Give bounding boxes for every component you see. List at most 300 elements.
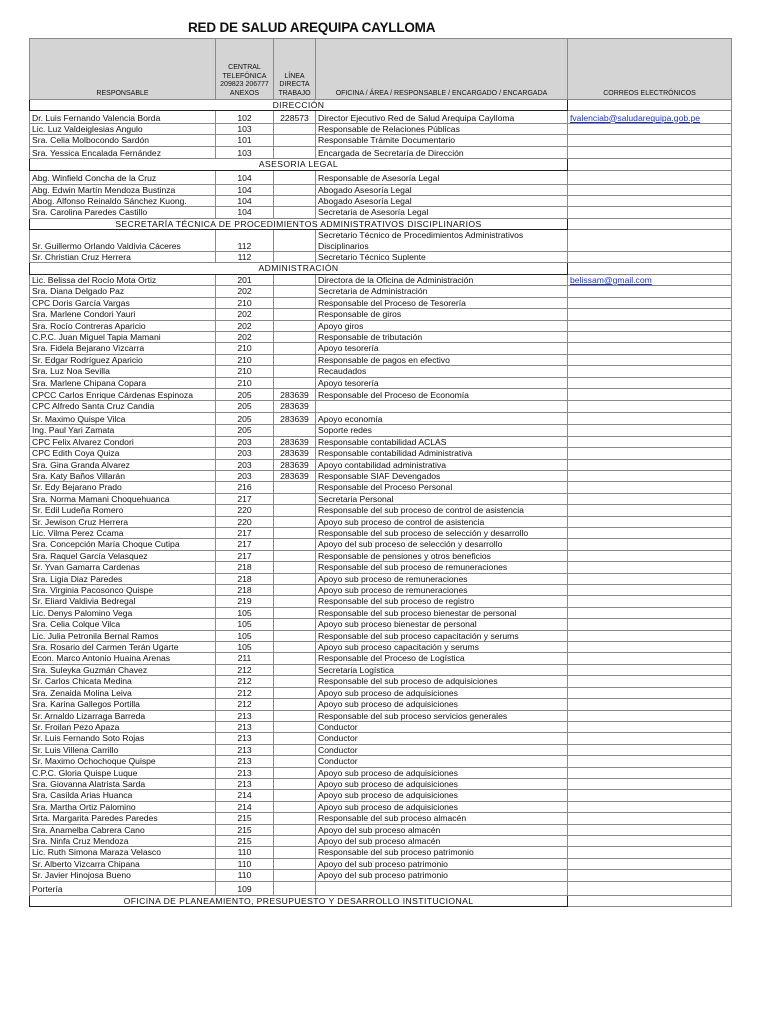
directory-table <box>29 38 732 907</box>
anexo-cell: 212 <box>216 676 274 687</box>
anexo-cell: 205 <box>216 412 274 425</box>
table-row <box>30 653 732 664</box>
table-row <box>30 184 732 195</box>
table-row <box>30 123 732 134</box>
section-email-cell <box>568 895 732 906</box>
anexo-cell: 205 <box>216 401 274 412</box>
table-row <box>30 596 732 607</box>
anexo-cell: 213 <box>216 756 274 767</box>
linea-directa-cell <box>274 824 316 835</box>
anexo-cell: 210 <box>216 354 274 365</box>
linea-directa-cell <box>274 184 316 195</box>
linea-directa-cell <box>274 505 316 516</box>
table-row <box>30 252 732 263</box>
table-row <box>30 585 732 596</box>
section-row <box>30 159 732 170</box>
linea-directa-cell <box>274 366 316 377</box>
cargo-cell: Secretario Técnico Suplente <box>316 252 568 263</box>
linea-directa-cell <box>274 539 316 550</box>
cargo-cell: Responsable del sub proceso de selección y desarrollo <box>316 528 568 539</box>
responsable-cell: CPC Alfredo Santa Cruz Candia <box>30 401 216 412</box>
responsable-cell: Sr. Edy Bejarano Prado <box>30 482 216 493</box>
table-row <box>30 320 732 331</box>
section-row <box>30 218 732 229</box>
linea-directa-cell <box>274 881 316 895</box>
email-cell <box>568 493 732 504</box>
cargo-cell: Responsable del sub proceso capacitación y serums <box>316 630 568 641</box>
cargo-cell: Apoyo economía <box>316 412 568 425</box>
responsable-cell: C.P.C. Gloria Quispe Luque <box>30 767 216 778</box>
cargo-cell: Apoyo del sub proceso almacén <box>316 824 568 835</box>
linea-directa-cell <box>274 286 316 297</box>
table-row <box>30 146 732 159</box>
responsable-cell: CPC Doris García Vargas <box>30 297 216 308</box>
cargo-cell: Conductor <box>316 733 568 744</box>
responsable-cell: Sra. Raquel García Velasquez <box>30 550 216 561</box>
email-cell <box>568 184 732 195</box>
anexo-cell: 215 <box>216 813 274 824</box>
cargo-cell: Responsable del sub proceso servicios generales <box>316 710 568 721</box>
table-row <box>30 550 732 561</box>
email-cell <box>568 320 732 331</box>
email-cell <box>568 196 732 207</box>
email-cell <box>568 710 732 721</box>
linea-directa-cell <box>274 297 316 308</box>
responsable-cell: Sr. Yvan Gamarra Cardenas <box>30 562 216 573</box>
table-row <box>30 573 732 584</box>
table-row <box>30 721 732 732</box>
cargo-cell: Responsable de pensiones y otros beneficios <box>316 550 568 561</box>
anexo-cell: 211 <box>216 653 274 664</box>
responsable-cell: Lic. Denys Palomino Vega <box>30 607 216 618</box>
email-cell <box>568 505 732 516</box>
cargo-cell: Apoyo sub proceso de remuneraciones <box>316 573 568 584</box>
responsable-cell: Sra. Fidela Bejarano Vizcarra <box>30 343 216 354</box>
table-row <box>30 135 732 146</box>
anexo-cell: 109 <box>216 881 274 895</box>
cargo-cell: Apoyo sub proceso de adquisiciones <box>316 778 568 789</box>
email-cell <box>568 562 732 573</box>
cargo-cell: Abogado Asesoría Legal <box>316 184 568 195</box>
anexo-cell: 104 <box>216 207 274 218</box>
responsable-cell: Dr. Luis Fernando Valencia Borda <box>30 111 216 124</box>
responsable-cell: Sra. Concepción María Choque Cutipa <box>30 539 216 550</box>
responsable-cell: Sra. Marlene Chipana Copara <box>30 377 216 388</box>
cargo-cell: Responsable SIAF Devengados <box>316 470 568 481</box>
anexo-cell: 110 <box>216 870 274 881</box>
table-row <box>30 687 732 698</box>
table-row <box>30 196 732 207</box>
responsable-cell: Sra. Virginia Pacosonco Quispe <box>30 585 216 596</box>
section-title: SECRETARÍA TÉCNICA DE PROCEDIMIENTOS ADMINISTRATIVOS DISCIPLINARIOS <box>30 218 568 229</box>
responsable-cell: Sr. Christian Cruz Herrera <box>30 252 216 263</box>
responsable-cell: Lic. Julia Petronila Bernal Ramos <box>30 630 216 641</box>
table-row <box>30 619 732 630</box>
table-row <box>30 528 732 539</box>
anexo-cell: 202 <box>216 331 274 342</box>
anexo-cell: 104 <box>216 170 274 184</box>
responsable-cell: Sra. Martha Ortiz Palomino <box>30 801 216 812</box>
table-row <box>30 756 732 767</box>
responsable-cell: Lic. Luz Valdeiglesias Angulo <box>30 123 216 134</box>
linea-directa-cell <box>274 562 316 573</box>
responsable-cell: CPC Felix Alvarez Condori <box>30 436 216 447</box>
email-cell <box>568 881 732 895</box>
cargo-cell: Secretario Técnico de Procedimientos Administrativos Disciplinarios <box>316 230 568 252</box>
linea-directa-cell <box>274 585 316 596</box>
responsable-cell: Sra. Suleyka Guzmán Chavez <box>30 664 216 675</box>
cargo-cell: Recaudados <box>316 366 568 377</box>
email-cell <box>568 699 732 710</box>
email-cell <box>568 388 732 401</box>
table-row <box>30 699 732 710</box>
table-row <box>30 388 732 401</box>
table-row <box>30 767 732 778</box>
anexo-cell: 105 <box>216 619 274 630</box>
table-row <box>30 858 732 869</box>
section-title: ASESORIA LEGAL <box>30 159 568 170</box>
linea-directa-cell <box>274 573 316 584</box>
responsable-cell: Lic. Ruth Simona Maraza Velasco <box>30 847 216 858</box>
table-row <box>30 230 732 252</box>
cargo-cell <box>316 401 568 412</box>
email-cell <box>568 516 732 527</box>
linea-directa-cell <box>274 619 316 630</box>
cargo-cell: Conductor <box>316 721 568 732</box>
responsable-cell: Portería <box>30 881 216 895</box>
linea-directa-cell <box>274 230 316 252</box>
email-cell <box>568 790 732 801</box>
email-cell <box>568 744 732 755</box>
anexo-cell: 112 <box>216 230 274 252</box>
table-row <box>30 366 732 377</box>
email-cell <box>568 436 732 447</box>
linea-directa-cell <box>274 870 316 881</box>
responsable-cell: Sra. Marlene Condori Yauri <box>30 309 216 320</box>
table-row <box>30 482 732 493</box>
anexo-cell: 218 <box>216 585 274 596</box>
linea-directa-cell <box>274 687 316 698</box>
cargo-cell: Responsable del Proceso Personal <box>316 482 568 493</box>
section-title: DIRECCIÓN <box>30 100 568 111</box>
email-cell <box>568 824 732 835</box>
responsable-cell: Sr. Javier Hinojosa Bueno <box>30 870 216 881</box>
anexo-cell: 203 <box>216 459 274 470</box>
cargo-cell: Responsable del sub proceso de adquisiciones <box>316 676 568 687</box>
responsable-cell: Sra. Giovanna Alatrista Sarda <box>30 778 216 789</box>
linea-directa-cell <box>274 146 316 159</box>
cargo-cell: Apoyo sub proceso de adquisiciones <box>316 767 568 778</box>
section-email-cell <box>568 263 732 274</box>
linea-directa-cell <box>274 767 316 778</box>
anexo-cell: 217 <box>216 539 274 550</box>
table-row <box>30 539 732 550</box>
linea-directa-cell <box>274 710 316 721</box>
table-row <box>30 801 732 812</box>
anexo-cell: 210 <box>216 297 274 308</box>
anexo-cell: 213 <box>216 710 274 721</box>
table-row <box>30 710 732 721</box>
anexo-cell: 213 <box>216 721 274 732</box>
linea-directa-cell <box>274 425 316 436</box>
cargo-cell: Responsable contabilidad ACLAS <box>316 436 568 447</box>
anexo-cell: 103 <box>216 123 274 134</box>
anexo-cell: 216 <box>216 482 274 493</box>
table-row <box>30 377 732 388</box>
anexo-cell: 210 <box>216 366 274 377</box>
linea-directa-cell <box>274 642 316 653</box>
linea-directa-cell <box>274 607 316 618</box>
anexo-cell: 105 <box>216 630 274 641</box>
linea-directa-cell: 283639 <box>274 470 316 481</box>
linea-directa-cell: 283639 <box>274 401 316 412</box>
responsable-cell: Ing. Paul Yari Zamata <box>30 425 216 436</box>
cargo-cell: Apoyo sub proceso capacitación y serums <box>316 642 568 653</box>
responsable-cell: Sra. Ninfa Cruz Mendoza <box>30 835 216 846</box>
email-link[interactable]: belissam@gmail.com <box>568 274 732 285</box>
table-row <box>30 847 732 858</box>
section-row <box>30 263 732 274</box>
cargo-cell: Secretaria Personal <box>316 493 568 504</box>
header-correos: CORREOS ELECTRÓNICOS <box>568 39 732 100</box>
table-row <box>30 744 732 755</box>
linea-directa-cell <box>274 801 316 812</box>
responsable-cell: Sr. Carlos Chicata Medina <box>30 676 216 687</box>
email-cell <box>568 801 732 812</box>
anexo-cell: 202 <box>216 309 274 320</box>
email-link[interactable]: fvalenciab@saludarequipa.gob.pe <box>568 111 732 124</box>
table-row <box>30 790 732 801</box>
email-cell <box>568 642 732 653</box>
table-row <box>30 309 732 320</box>
anexo-cell: 102 <box>216 111 274 124</box>
responsable-cell: Sr. Froilan Pezo Apaza <box>30 721 216 732</box>
responsable-cell: Sra. Rocío Contreras Aparicio <box>30 320 216 331</box>
responsable-cell: Lic. Belissa del Rocío Mota Ortiz <box>30 274 216 285</box>
table-row <box>30 470 732 481</box>
anexo-cell: 210 <box>216 377 274 388</box>
cargo-cell: Soporte redes <box>316 425 568 436</box>
section-row <box>30 100 732 111</box>
responsable-cell: CPCC Carlos Enrique Cárdenas Espinoza <box>30 388 216 401</box>
cargo-cell: Responsable del sub proceso patrimonio <box>316 847 568 858</box>
cargo-cell: Responsable del sub proceso almacén <box>316 813 568 824</box>
table-row <box>30 870 732 881</box>
anexo-cell: 210 <box>216 343 274 354</box>
anexo-cell: 220 <box>216 516 274 527</box>
table-row <box>30 448 732 459</box>
email-cell <box>568 354 732 365</box>
header-central: CENTRAL TELEFÓNICA 209823 206777 ANEXOS <box>216 39 274 100</box>
email-cell <box>568 813 732 824</box>
cargo-cell: Apoyo del sub proceso patrimonio <box>316 858 568 869</box>
linea-directa-cell <box>274 699 316 710</box>
section-email-cell <box>568 100 732 111</box>
table-row <box>30 425 732 436</box>
email-cell <box>568 401 732 412</box>
cargo-cell: Responsable de Asesoría Legal <box>316 170 568 184</box>
responsable-cell: CPC Edith Coya Quiza <box>30 448 216 459</box>
table-row <box>30 733 732 744</box>
responsable-cell: Sra. Diana Delgado Paz <box>30 286 216 297</box>
linea-directa-cell: 283639 <box>274 436 316 447</box>
anexo-cell: 213 <box>216 778 274 789</box>
table-row <box>30 331 732 342</box>
email-cell <box>568 252 732 263</box>
table-row <box>30 412 732 425</box>
linea-directa-cell <box>274 377 316 388</box>
table-row <box>30 274 732 285</box>
responsable-cell: Sra. Gina Granda Alvarez <box>30 459 216 470</box>
anexo-cell: 201 <box>216 274 274 285</box>
email-cell <box>568 230 732 252</box>
anexo-cell: 112 <box>216 252 274 263</box>
anexo-cell: 105 <box>216 642 274 653</box>
email-cell <box>568 847 732 858</box>
linea-directa-cell <box>274 135 316 146</box>
email-cell <box>568 619 732 630</box>
table-row <box>30 676 732 687</box>
responsable-cell: Econ. Marco Antonio Huaina Arenas <box>30 653 216 664</box>
responsable-cell: Sr. Edil Ludeña Romero <box>30 505 216 516</box>
cargo-cell: Apoyo sub proceso de remuneraciones <box>316 585 568 596</box>
cargo-cell: Apoyo sub proceso de adquisiciones <box>316 790 568 801</box>
email-cell <box>568 425 732 436</box>
table-row <box>30 286 732 297</box>
cargo-cell: Secretaria de Asesoría Legal <box>316 207 568 218</box>
table-row <box>30 505 732 516</box>
linea-directa-cell <box>274 858 316 869</box>
responsable-cell: Sra. Ligia Diaz Paredes <box>30 573 216 584</box>
linea-directa-cell: 283639 <box>274 412 316 425</box>
anexo-cell: 202 <box>216 286 274 297</box>
cargo-cell <box>316 881 568 895</box>
responsable-cell: Sra. Celia Molbocondo Sardón <box>30 135 216 146</box>
linea-directa-cell <box>274 744 316 755</box>
linea-directa-cell <box>274 813 316 824</box>
document-title: RED DE SALUD AREQUIPA CAYLLOMA <box>188 20 436 35</box>
email-cell <box>568 366 732 377</box>
responsable-cell: Sr. Guillermo Orlando Valdivia Cáceres <box>30 230 216 252</box>
cargo-cell: Responsable del Proceso de Logística <box>316 653 568 664</box>
table-row <box>30 881 732 895</box>
linea-directa-cell <box>274 320 316 331</box>
anexo-cell: 218 <box>216 573 274 584</box>
anexo-cell: 212 <box>216 687 274 698</box>
cargo-cell: Responsable de giros <box>316 309 568 320</box>
cargo-cell: Responsable del sub proceso de control de asistencia <box>316 505 568 516</box>
responsable-cell: Sr. Alberto Vizcarra Chipana <box>30 858 216 869</box>
email-cell <box>568 207 732 218</box>
cargo-cell: Apoyo sub proceso bienestar de personal <box>316 619 568 630</box>
linea-directa-cell <box>274 778 316 789</box>
cargo-cell: Encargada de Secretaría de Dirección <box>316 146 568 159</box>
linea-directa-cell <box>274 733 316 744</box>
cargo-cell: Responsable del sub proceso de remuneraciones <box>316 562 568 573</box>
linea-directa-cell <box>274 196 316 207</box>
email-cell <box>568 687 732 698</box>
email-cell <box>568 470 732 481</box>
table-row <box>30 111 732 124</box>
linea-directa-cell <box>274 550 316 561</box>
cargo-cell: Apoyo sub proceso de control de asistencia <box>316 516 568 527</box>
responsable-cell: Sra. Katy Baños Villarán <box>30 470 216 481</box>
table-row <box>30 630 732 641</box>
linea-directa-cell <box>274 252 316 263</box>
email-cell <box>568 607 732 618</box>
email-cell <box>568 778 732 789</box>
linea-directa-cell <box>274 170 316 184</box>
email-cell <box>568 343 732 354</box>
anexo-cell: 213 <box>216 733 274 744</box>
linea-directa-cell: 283639 <box>274 388 316 401</box>
anexo-cell: 212 <box>216 699 274 710</box>
table-row <box>30 824 732 835</box>
cargo-cell: Apoyo del sub proceso de selección y desarrollo <box>316 539 568 550</box>
anexo-cell: 203 <box>216 448 274 459</box>
email-cell <box>568 767 732 778</box>
linea-directa-cell: 283639 <box>274 459 316 470</box>
email-cell <box>568 630 732 641</box>
header-responsable: RESPONSABLE <box>30 39 216 100</box>
cargo-cell: Director Ejecutivo Red de Salud Arequipa Caylloma <box>316 111 568 124</box>
linea-directa-cell <box>274 123 316 134</box>
responsable-cell: Sra. Anamelba Cabrera Cano <box>30 824 216 835</box>
anexo-cell: 101 <box>216 135 274 146</box>
section-email-cell <box>568 218 732 229</box>
cargo-cell: Apoyo tesorería <box>316 377 568 388</box>
email-cell <box>568 550 732 561</box>
cargo-cell: Responsable contabilidad Administrativa <box>316 448 568 459</box>
anexo-cell: 215 <box>216 824 274 835</box>
email-cell <box>568 170 732 184</box>
table-row <box>30 664 732 675</box>
email-cell <box>568 297 732 308</box>
email-cell <box>568 870 732 881</box>
responsable-cell: Sr. Luis Fernando Soto Rojas <box>30 733 216 744</box>
anexo-cell: 220 <box>216 505 274 516</box>
responsable-cell: Sra. Luz Noa Sevilla <box>30 366 216 377</box>
linea-directa-cell <box>274 721 316 732</box>
linea-directa-cell <box>274 653 316 664</box>
email-cell <box>568 573 732 584</box>
anexo-cell: 217 <box>216 493 274 504</box>
cargo-cell: Responsable del sub proceso de registro <box>316 596 568 607</box>
responsable-cell: Sr. Arnaldo Lizarraga Barreda <box>30 710 216 721</box>
linea-directa-cell <box>274 676 316 687</box>
cargo-cell: Apoyo sub proceso de adquisiciones <box>316 801 568 812</box>
linea-directa-cell <box>274 630 316 641</box>
anexo-cell: 103 <box>216 146 274 159</box>
linea-directa-cell <box>274 482 316 493</box>
cargo-cell: Apoyo del sub proceso almacén <box>316 835 568 846</box>
linea-directa-cell: 283639 <box>274 448 316 459</box>
anexo-cell: 203 <box>216 436 274 447</box>
section-email-cell <box>568 159 732 170</box>
email-cell <box>568 539 732 550</box>
table-row <box>30 354 732 365</box>
cargo-cell: Conductor <box>316 756 568 767</box>
cargo-cell: Apoyo contabilidad administrativa <box>316 459 568 470</box>
anexo-cell: 110 <box>216 847 274 858</box>
header-oficina: OFICINA / ÁREA / RESPONSABLE / ENCARGADO / ENCARGADA <box>316 39 568 100</box>
responsable-cell: Sr. Edgar Rodríguez Aparicio <box>30 354 216 365</box>
responsable-cell: Sr. Jewison Cruz Herrera <box>30 516 216 527</box>
section-title: OFICINA DE PLANEAMIENTO, PRESUPUESTO Y DESARROLLO INSTITUCIONAL <box>30 895 568 906</box>
anexo-cell: 205 <box>216 388 274 401</box>
linea-directa-cell <box>274 847 316 858</box>
cargo-cell: Secretaria de Administración <box>316 286 568 297</box>
